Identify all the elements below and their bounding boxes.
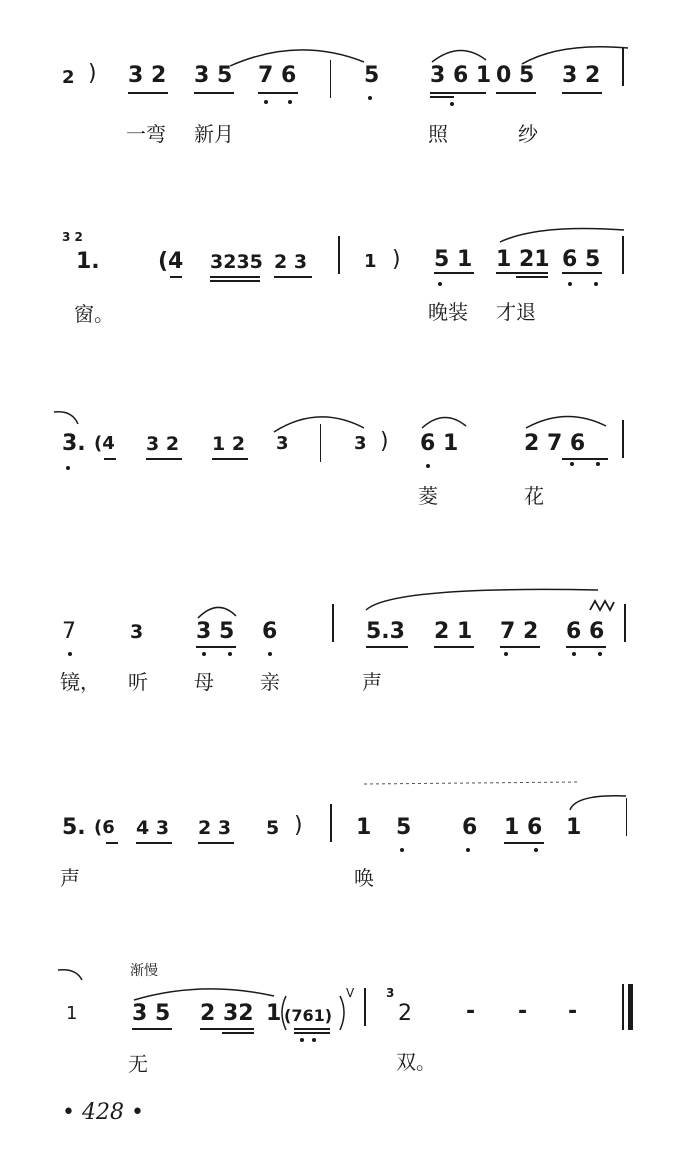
note-group: 5 bbox=[396, 815, 412, 840]
slur bbox=[56, 966, 86, 986]
underline bbox=[504, 842, 544, 844]
note-group: 1 bbox=[266, 1001, 282, 1026]
octave-dot bbox=[264, 100, 268, 104]
octave-dot bbox=[66, 466, 70, 470]
underline bbox=[106, 842, 118, 844]
octave-dot bbox=[312, 1038, 316, 1042]
octave-dot bbox=[534, 848, 538, 852]
note-group: 1. bbox=[76, 249, 100, 274]
underline bbox=[198, 842, 234, 844]
note-group: - bbox=[518, 999, 528, 1024]
note-group: 1 bbox=[66, 1003, 78, 1024]
octave-dot bbox=[570, 462, 574, 466]
slur bbox=[566, 792, 630, 814]
octave-dot bbox=[568, 282, 572, 286]
note-group: - bbox=[568, 999, 578, 1024]
barline bbox=[338, 236, 340, 274]
underline bbox=[496, 272, 548, 274]
grace-notes: 3 bbox=[386, 986, 395, 1000]
underline bbox=[434, 646, 474, 648]
slur bbox=[420, 410, 470, 432]
slur bbox=[52, 408, 82, 428]
note-group: 6 5 bbox=[562, 247, 601, 272]
note-group: 7 2 bbox=[500, 619, 539, 644]
underline bbox=[366, 646, 408, 648]
slur bbox=[498, 222, 628, 246]
lyric: 双。 bbox=[396, 1050, 436, 1074]
note-group: (6 bbox=[94, 817, 115, 838]
underline bbox=[146, 458, 182, 460]
slur bbox=[132, 982, 278, 1004]
octave-dot bbox=[438, 282, 442, 286]
underline bbox=[500, 646, 540, 648]
lyric: 听 bbox=[128, 670, 148, 694]
paren-slur bbox=[278, 994, 348, 1034]
note-group: 5 bbox=[266, 817, 280, 839]
barline bbox=[364, 988, 366, 1026]
note-group: 7 bbox=[62, 619, 76, 644]
note-group: 3 bbox=[130, 621, 144, 643]
octave-dot bbox=[202, 652, 206, 656]
barline bbox=[622, 420, 624, 458]
lyric: 新月 bbox=[194, 122, 234, 146]
note-group: 3 5 bbox=[196, 619, 235, 644]
octave-dot bbox=[450, 102, 454, 106]
slur bbox=[524, 408, 610, 432]
underline bbox=[222, 1032, 254, 1034]
underline bbox=[170, 276, 182, 278]
underline bbox=[210, 276, 260, 278]
breath-mark: V bbox=[346, 986, 355, 1000]
lyric: 纱 bbox=[518, 122, 538, 146]
note-group: 3 2 bbox=[146, 433, 180, 455]
underline bbox=[132, 1028, 172, 1030]
octave-dot bbox=[504, 652, 508, 656]
octave-dot bbox=[426, 464, 430, 468]
note-group: 5. bbox=[62, 815, 86, 840]
underline bbox=[104, 458, 116, 460]
octave-dot bbox=[572, 652, 576, 656]
final-barline-thick bbox=[628, 984, 633, 1030]
slur bbox=[362, 778, 582, 792]
underline bbox=[196, 646, 236, 648]
note-group: 3 2 bbox=[562, 63, 601, 88]
lyric: 晚装 bbox=[428, 300, 468, 324]
note-group: 3 5 bbox=[132, 1001, 171, 1026]
note-group: 2 7 6 bbox=[524, 431, 586, 456]
note-group: 1 bbox=[364, 251, 377, 272]
barline bbox=[624, 604, 626, 642]
trill-mark bbox=[588, 598, 616, 612]
underline bbox=[210, 280, 260, 282]
slur bbox=[196, 600, 240, 622]
note-group: 6 bbox=[462, 815, 478, 840]
underline bbox=[566, 646, 606, 648]
note-group: 1 6 bbox=[504, 815, 543, 840]
lyric: 镜， bbox=[60, 670, 100, 694]
underline bbox=[136, 842, 172, 844]
underline bbox=[274, 276, 312, 278]
octave-dot bbox=[594, 282, 598, 286]
note-group: 2 32 bbox=[200, 1001, 254, 1026]
octave-dot bbox=[300, 1038, 304, 1042]
lyric: 照 bbox=[428, 122, 448, 146]
lyric: 菱 bbox=[418, 484, 438, 508]
lyric: 母 bbox=[194, 670, 214, 694]
note-group: 3 bbox=[276, 433, 289, 454]
lyric: 才退 bbox=[496, 300, 536, 324]
note-group: (761) bbox=[284, 1006, 333, 1025]
note-group: 6 bbox=[262, 619, 278, 644]
note-group: 0 5 bbox=[496, 63, 535, 88]
note-group: 5 1 bbox=[434, 247, 473, 272]
barline bbox=[332, 604, 334, 642]
note-group: ) bbox=[392, 247, 401, 272]
note-group: 5 bbox=[364, 63, 380, 88]
note-group: 3 6 1 bbox=[430, 63, 492, 88]
note-group: 3. bbox=[62, 431, 86, 456]
section-mark: 2 bbox=[62, 67, 75, 88]
octave-dot bbox=[466, 848, 470, 852]
page-number: • 428 • bbox=[62, 1100, 144, 1125]
note-group: 3235 bbox=[210, 251, 263, 273]
paren: ) bbox=[88, 61, 97, 86]
octave-dot bbox=[228, 652, 232, 656]
note-group: 6 6 bbox=[566, 619, 605, 644]
note-group: 2 3 bbox=[198, 817, 232, 839]
octave-dot bbox=[268, 652, 272, 656]
octave-dot bbox=[598, 652, 602, 656]
note-group: 5.3 bbox=[366, 619, 405, 644]
octave-dot bbox=[68, 652, 72, 656]
underline bbox=[562, 272, 602, 274]
note-group: ) bbox=[380, 429, 389, 454]
underline bbox=[562, 458, 608, 460]
note-group: - bbox=[466, 999, 476, 1024]
underline bbox=[434, 272, 474, 274]
lyric: 花 bbox=[524, 484, 544, 508]
lyric: 声 bbox=[362, 670, 382, 694]
note-group: 6 1 bbox=[420, 431, 459, 456]
note-group: (4 bbox=[94, 433, 115, 454]
underline bbox=[212, 458, 248, 460]
note-group: 2 bbox=[398, 1001, 412, 1026]
note-group: 1 bbox=[356, 815, 372, 840]
note-group: 1 2 bbox=[212, 433, 246, 455]
note-group: 4 3 bbox=[136, 817, 170, 839]
octave-dot bbox=[400, 848, 404, 852]
grace-notes: 3 2 bbox=[62, 230, 83, 244]
lyric: 唤 bbox=[354, 866, 374, 890]
lyric: 一弯 bbox=[126, 122, 166, 146]
note-group: ) bbox=[294, 813, 303, 838]
octave-dot bbox=[596, 462, 600, 466]
note-group: 3 bbox=[354, 433, 367, 454]
note-group: 3 5 bbox=[194, 63, 233, 88]
note-group: 2 1 bbox=[434, 619, 473, 644]
note-group: 3 2 bbox=[128, 63, 167, 88]
barline bbox=[330, 804, 332, 842]
note-group: 7 6 bbox=[258, 63, 297, 88]
tempo-mark: 渐慢 bbox=[130, 963, 158, 979]
note-group: 1 bbox=[566, 815, 582, 840]
slur bbox=[362, 584, 602, 614]
lyric: 亲 bbox=[260, 670, 280, 694]
slur bbox=[272, 408, 368, 436]
lyric: 无 bbox=[128, 1052, 148, 1076]
lyric: 声 bbox=[60, 866, 80, 890]
octave-dot bbox=[288, 100, 292, 104]
underline bbox=[516, 276, 548, 278]
note-group: (4 bbox=[158, 249, 184, 274]
underline bbox=[200, 1028, 254, 1030]
note-group: 1 21 bbox=[496, 247, 550, 272]
lyric: 窗。 bbox=[74, 302, 114, 326]
note-group: 2 3 bbox=[274, 251, 308, 273]
final-barline-thin bbox=[622, 984, 624, 1030]
